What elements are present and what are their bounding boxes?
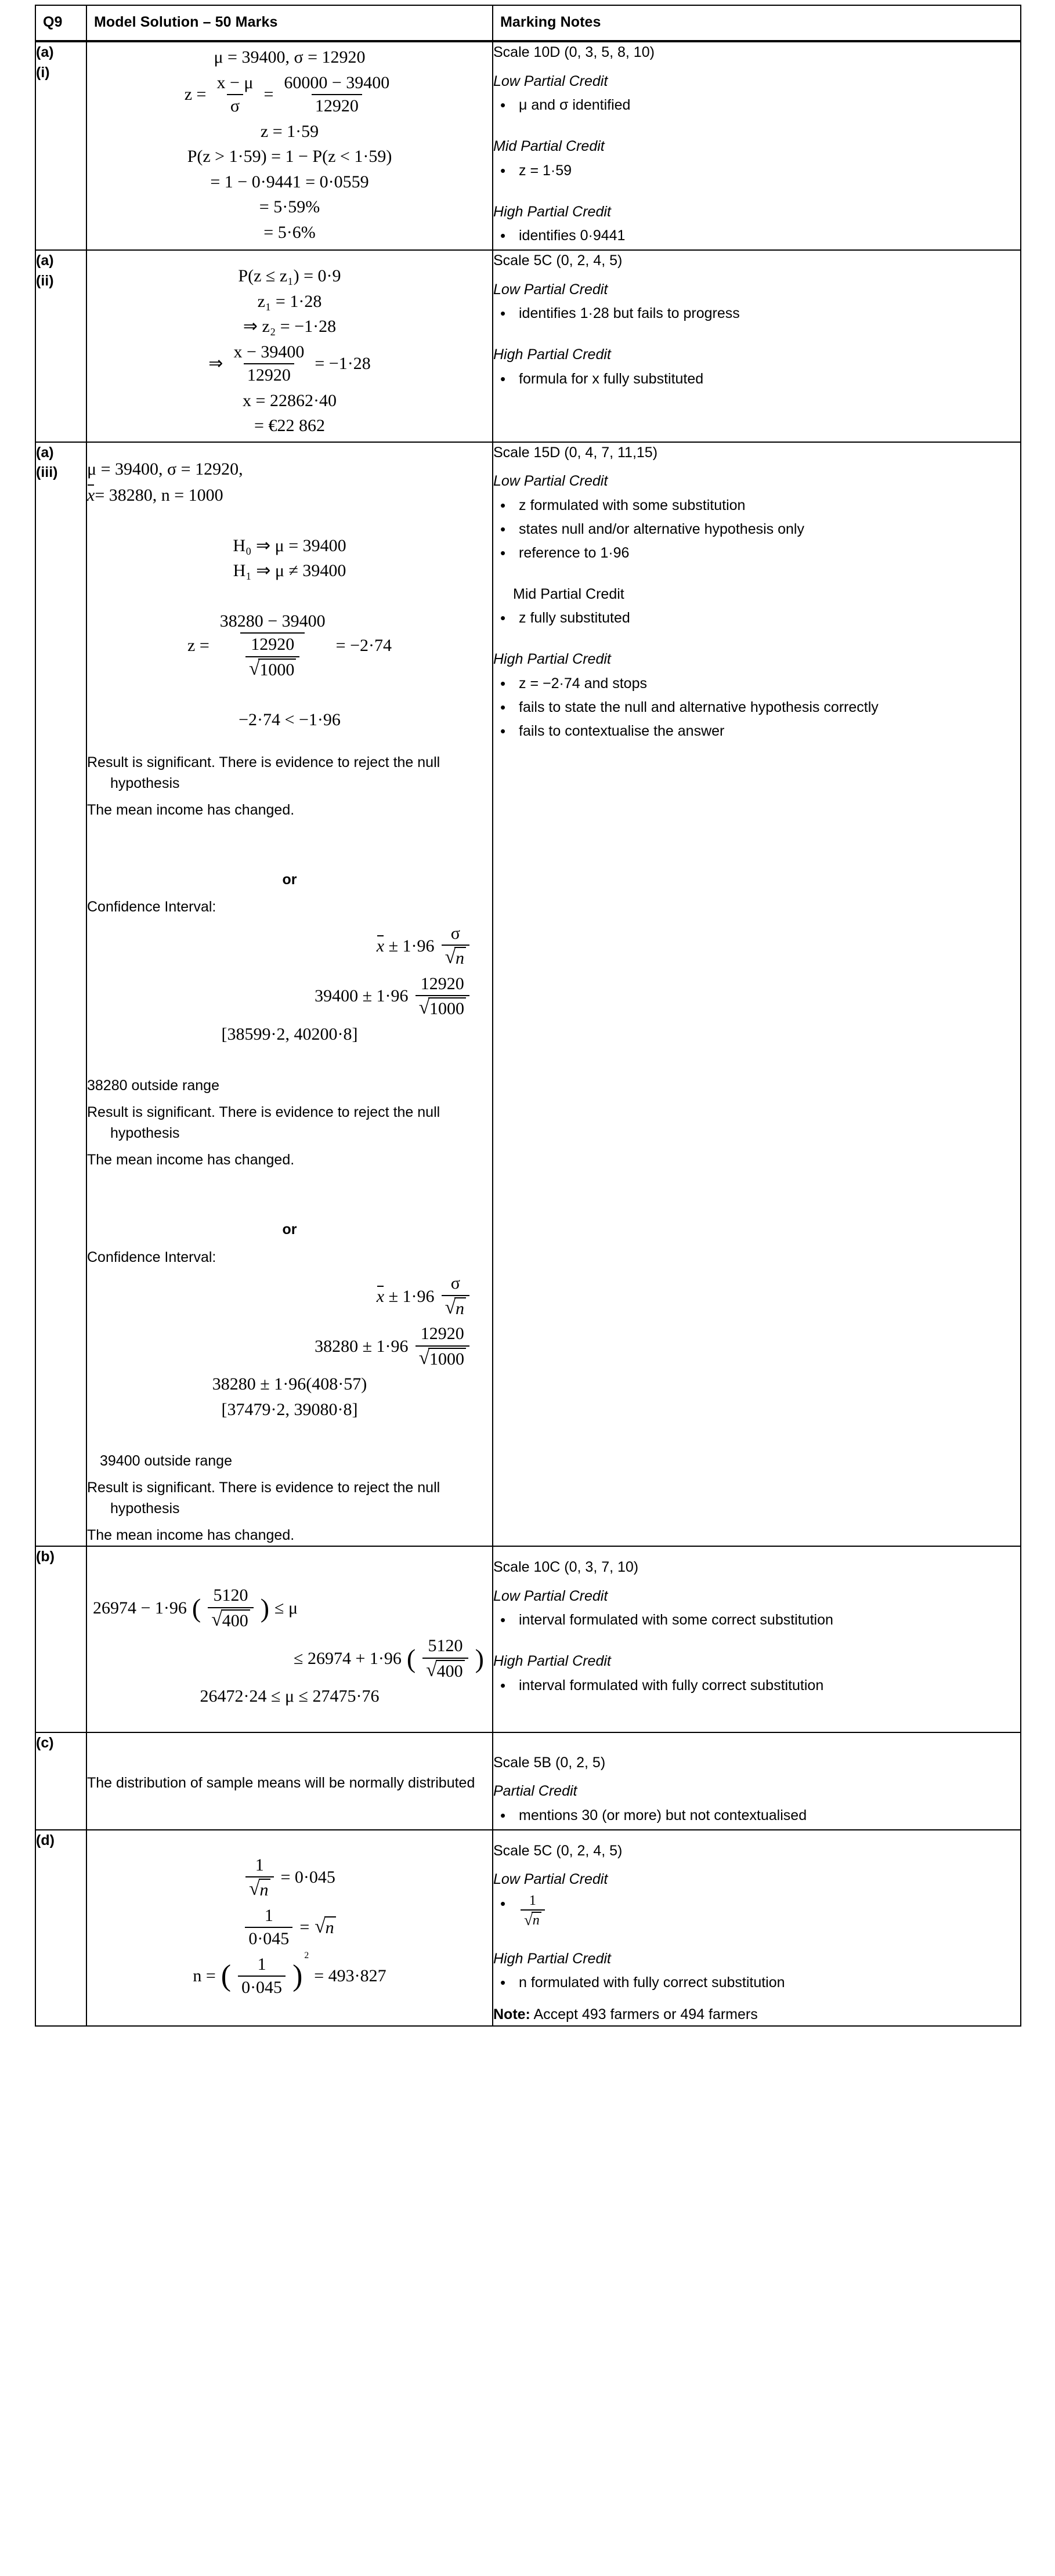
sqrt-group: [315, 1916, 335, 1938]
spacer: [87, 1793, 492, 1827]
paren-close: ): [260, 1593, 270, 1623]
scale-line: Scale 10C (0, 3, 7, 10): [493, 1559, 639, 1575]
alternative-method-separator: or: [282, 871, 297, 888]
ci-final-range: 26472·24 ≤ μ ≤ 27475·76: [200, 1687, 380, 1706]
sqrt-group: [249, 659, 296, 681]
notes-d: [493, 1830, 1021, 2026]
credit-item: • n formulated with fully correct substitution: [493, 1973, 1020, 1993]
spacer: [493, 1547, 1020, 1557]
sqrt-n-wrapper: [416, 995, 469, 1019]
ci-evaluated-2: 38280 ± 1·96(408·57): [212, 1374, 367, 1394]
z-equals-label: z =: [187, 635, 209, 655]
spacer: [87, 2003, 492, 2023]
notes-a-ii: [493, 250, 1021, 442]
null-hypothesis: H₀ ⇒ μ = 39400: [233, 536, 346, 555]
one-over-0045: [245, 1906, 292, 1949]
given-parameters-line2: [87, 484, 223, 506]
sqrt-group: [419, 997, 466, 1019]
sqrt-n-wrapper: [245, 656, 299, 681]
section-row-d: [35, 1830, 1021, 2026]
z1-value-line: z₁ = 1·28: [257, 291, 322, 311]
x-fraction: [230, 342, 308, 386]
spacer: [87, 736, 492, 746]
confidence-interval-label: Confidence Interval:: [87, 899, 216, 915]
credit-item-fraction: [493, 1894, 1020, 1928]
ci-substituted-fraction-1: [416, 974, 469, 1019]
paren-open: (: [221, 1959, 232, 1993]
spacer: [87, 1733, 492, 1767]
alternative-method-separator-2: or: [282, 1221, 297, 1238]
sqrt-radicand: n: [454, 1297, 466, 1319]
radical-icon: √: [418, 997, 429, 1018]
credit-list-high: [493, 369, 1020, 389]
sqrt-wrapper: [422, 1658, 468, 1682]
ci-substituted-lead-2: 38280 ± 1·96: [315, 1336, 409, 1356]
credit-heading-partial: Partial Credit: [493, 1783, 577, 1799]
sigma-over-sqrt-400-b: [422, 1636, 468, 1681]
ci-range-2: [37479·2, 39080·8]: [221, 1399, 358, 1419]
sqrt-group: [426, 1660, 464, 1682]
credit-item: • mentions 30 (or more) but not contextualised: [493, 1806, 1020, 1826]
credit-heading-high: High Partial Credit: [493, 1653, 611, 1669]
x-fraction-rhs: = −1·28: [315, 353, 371, 373]
one-over-sqrt-n: [245, 1855, 273, 1901]
section-row-b: [35, 1546, 1021, 1732]
note-text: Accept 493 farmers or 494 farmers: [530, 2006, 758, 2023]
radical-icon: √: [445, 1296, 456, 1318]
paren-open: (: [192, 1593, 201, 1623]
sqrt-group: [249, 1879, 270, 1901]
credit-item: • z = −2·74 and stops: [493, 674, 1020, 694]
spacer: [493, 1634, 1020, 1651]
z2-value-line: ⇒ z₂ = −1·28: [243, 317, 337, 336]
given-parameters: μ = 39400, σ = 12920: [214, 48, 366, 67]
equals-sign: =: [263, 84, 274, 104]
credit-item: • formula for x fully substituted: [493, 369, 1020, 389]
section-label-main: (a): [36, 252, 54, 269]
accept-note: [493, 2005, 1020, 2025]
section-row-c: [35, 1732, 1021, 1830]
conclusion-significance-2: Result is significant. There is evidence to reject the null hypothesis: [87, 1104, 440, 1141]
ci-formula-lead: ± 1·96: [388, 1286, 435, 1306]
one-over-0045-squared: [238, 1955, 286, 1998]
paren-close: ): [475, 1644, 484, 1674]
sqrt-radicand: n: [454, 947, 466, 969]
implies-arrow: ⇒: [208, 353, 223, 373]
section-label-main: (d): [36, 1832, 55, 1848]
scale-line: Scale 5C (0, 2, 4, 5): [493, 1842, 623, 1859]
credit-item: • identifies 0·9441: [493, 226, 1020, 246]
confidence-interval-label-2: Confidence Interval:: [87, 1249, 216, 1265]
one-over-sqrt-n-small: [521, 1894, 545, 1928]
sqrt-wrapper: [245, 1876, 273, 1901]
ci-lower-lead: 26974 − 1·96: [93, 1598, 187, 1618]
credit-list-low: [493, 1610, 1020, 1630]
z-numerator-numeric: 60000 − 39400: [284, 73, 390, 92]
credit-item: • states null and/or alternative hypothesis only: [493, 519, 1020, 540]
section-label-a-ii: [35, 250, 86, 442]
z-value-line: z = 1·59: [260, 121, 319, 141]
equals-0045: = 0·045: [280, 1868, 335, 1887]
n-result: = 493·827: [314, 1966, 386, 1985]
sqrt-group: [211, 1609, 250, 1631]
section-label-sub: (iii): [36, 464, 58, 480]
standard-error-fraction: [245, 635, 299, 680]
spacer: [493, 184, 1020, 202]
z-fraction-definition: [213, 73, 256, 117]
radical-icon: √: [315, 1916, 326, 1938]
section-label-a-iii: [35, 442, 86, 1547]
spacer: [493, 1931, 1020, 1949]
radical-icon: √: [445, 946, 456, 968]
header-solution-label: Model Solution – 50 Marks: [94, 14, 278, 30]
numerator-one: 1: [255, 1855, 264, 1875]
credit-list-partial: [493, 1806, 1020, 1826]
marking-scheme-table: [35, 5, 1021, 2027]
sqrt-group: [524, 1912, 541, 1928]
radical-icon: √: [211, 1608, 222, 1630]
spacer: [493, 119, 1020, 136]
section-row-a-ii: [35, 250, 1021, 442]
radical-icon: √: [524, 1911, 533, 1929]
credit-list-high: [493, 1973, 1020, 1993]
credit-item: • z formulated with some substitution: [493, 495, 1020, 516]
conclusion-context-2: The mean income has changed.: [87, 1152, 295, 1168]
section-row-a-i: [35, 41, 1021, 250]
z-test-result: = −2·74: [335, 635, 392, 655]
conclusion-significance: Result is significant. There is evidence to reject the null hypothesis: [87, 754, 440, 791]
sqrt-radicand: 400: [436, 1660, 465, 1682]
z-test-numerator: 38280 − 39400: [219, 611, 326, 631]
spacer: [87, 1425, 492, 1445]
x-bar-symbol: x: [376, 1286, 385, 1306]
section-label-main: (b): [36, 1549, 55, 1565]
notes-b: [493, 1546, 1021, 1732]
ci-range-1: [38599·2, 40200·8]: [221, 1024, 358, 1044]
probability-calculation: = 1 − 0·9441 = 0·0559: [210, 172, 369, 191]
sqrt-n-rhs: [315, 1916, 335, 1938]
notes-a-i: [493, 41, 1021, 250]
x-bar-symbol: x: [87, 486, 95, 505]
header-question-cell: [35, 5, 86, 41]
sqrt-radicand: n: [532, 1912, 541, 1928]
spacer: [493, 567, 1020, 584]
section-label-d: [35, 1830, 86, 2026]
scale-line: Scale 5C (0, 2, 4, 5): [493, 252, 623, 269]
solution-d: 1 √ n = 0·045 $\frac{1}{0\cdot 045}$ = √ n n = ( $\frac{1}{0\cdot 045}$ ) 2 = 493·827: [86, 1830, 493, 2026]
header-notes-label: Marking Notes: [500, 14, 601, 30]
ci-numerator: 5120: [213, 1586, 248, 1605]
credit-heading-high: High Partial Credit: [493, 203, 611, 220]
credit-list-low: [493, 1894, 1020, 1928]
notes-a-iii: [493, 442, 1021, 1547]
ci-numerator: 12920: [420, 1324, 464, 1343]
paren-open: (: [406, 1644, 416, 1674]
sqrt-radicand: n: [324, 1916, 336, 1938]
conclusion-significance-3: Result is significant. There is evidence to reject the null hypothesis: [87, 1479, 440, 1517]
scale-line: Scale 5B (0, 2, 5): [493, 1754, 606, 1771]
spacer: [87, 1050, 492, 1069]
ci-numerator: 5120: [428, 1636, 463, 1655]
spacer: [87, 1547, 492, 1580]
z-test-denominator: [240, 632, 305, 680]
numerator-one: 1: [264, 1905, 273, 1925]
credit-item: • z fully substituted: [493, 608, 1020, 628]
z-denominator-numeric: 12920: [312, 94, 362, 117]
x-fraction-denominator: 12920: [244, 363, 294, 386]
ci-formula-lead: ± 1·96: [388, 936, 435, 956]
x-fraction-numerator: x − 39400: [233, 342, 305, 361]
credit-list-low: [493, 95, 1020, 115]
credit-heading-mid: Mid Partial Credit: [493, 138, 605, 154]
sigma-value: 12920: [251, 635, 295, 654]
spacer: [87, 820, 492, 854]
spacer: [493, 1733, 1020, 1753]
conclusion-context-3: The mean income has changed.: [87, 1527, 295, 1543]
ci-lower-tail: ≤ μ: [274, 1598, 298, 1618]
credit-heading-high: High Partial Credit: [493, 651, 611, 667]
sigma-over-sqrt-400-a: [208, 1586, 253, 1631]
given-parameters-line2-rest: = 38280, n = 1000: [95, 486, 223, 505]
z-numerator-symbolic: x − μ: [216, 73, 254, 92]
credit-heading-mid: Mid Partial Credit: [513, 585, 624, 602]
section-label-main: (c): [36, 1734, 54, 1751]
credit-heading-low: Low Partial Credit: [493, 473, 608, 489]
numerator-one: 1: [257, 1954, 266, 1974]
spacer: [87, 587, 492, 606]
credit-list-high: [493, 1676, 1020, 1696]
credit-heading-low: Low Partial Credit: [493, 281, 608, 298]
radical-icon: √: [426, 1659, 437, 1681]
credit-list-high: [493, 674, 1020, 741]
sqrt-wrapper: [521, 1909, 545, 1928]
comparison-line: −2·74 < −1·96: [239, 710, 341, 729]
sqrt-n-wrapper: [416, 1345, 469, 1370]
spacer: [87, 511, 492, 531]
section-label-sub: (i): [36, 64, 50, 81]
z-fraction-numeric: [280, 73, 393, 117]
sigma-over-sqrt-n: [442, 924, 469, 969]
radical-icon: √: [249, 1878, 260, 1900]
sqrt-radicand: 1000: [258, 659, 296, 681]
denominator-0045: 0·045: [238, 1976, 286, 1998]
x-value-line: x = 22862·40: [243, 390, 337, 410]
sqrt-group: [445, 1297, 466, 1319]
spacer: [87, 1830, 492, 1850]
conclusion-context: The mean income has changed.: [87, 801, 295, 818]
section-row-a-iii: [35, 442, 1021, 1547]
paren-close: ): [292, 1959, 303, 1993]
notes-c: [493, 1732, 1021, 1830]
sqrt-radicand: 1000: [428, 1348, 466, 1370]
credit-heading-low: Low Partial Credit: [493, 1587, 608, 1604]
probability-line: P(z > 1·59) = 1 − P(z < 1·59): [187, 147, 392, 166]
ci-formula-1: [377, 935, 435, 957]
sqrt-wrapper: [208, 1607, 253, 1631]
sigma-over-sqrt-n-2: [442, 1273, 469, 1319]
credit-heading-low: Low Partial Credit: [493, 73, 608, 89]
solution-c: [86, 1732, 493, 1830]
section-label-a-i: [35, 41, 86, 250]
credit-item: • fails to state the null and alternative hypothesis correctly: [493, 697, 1020, 718]
sqrt-radicand: 400: [221, 1609, 250, 1631]
credit-heading-high: High Partial Credit: [493, 1950, 611, 1967]
spacer: [493, 1830, 1020, 1841]
sampling-distribution-statement: The distribution of sample means will be normally distributed: [87, 1774, 475, 1791]
header-notes-cell: [493, 5, 1021, 41]
header-question-label: Q9: [43, 14, 63, 30]
radical-icon: √: [248, 657, 260, 679]
section-label-main: (a): [36, 44, 54, 60]
solution-b: [86, 1546, 493, 1732]
probability-z1-line: P(z ≤ z₁) = 0·9: [238, 266, 341, 285]
radical-icon: √: [418, 1347, 429, 1369]
given-parameters-line1: μ = 39400, σ = 12920,: [87, 459, 243, 479]
percentage-exact: = 5·59%: [259, 197, 320, 216]
table-header-row: [35, 5, 1021, 41]
spacer: [493, 327, 1020, 345]
sqrt-group: [445, 947, 466, 969]
sqrt-n-wrapper: [442, 1295, 469, 1319]
section-label-sub: (ii): [36, 272, 54, 289]
spacer: [493, 632, 1020, 649]
note-label: Note:: [493, 2006, 530, 2023]
ci-substituted-lead-1: 39400 ± 1·96: [315, 986, 409, 1006]
credit-list-mid: [493, 161, 1020, 181]
credit-list-mid: [493, 608, 1020, 628]
sqrt-n-wrapper: [442, 945, 469, 969]
ci-upper-lead: ≤ 26974 + 1·96: [294, 1648, 402, 1668]
credit-item: • fails to contextualise the answer: [493, 721, 1020, 741]
credit-list-high: [493, 226, 1020, 246]
ci-numerator: 12920: [420, 974, 464, 993]
sigma-symbol: σ: [450, 923, 460, 943]
x-bar-symbol: x: [376, 936, 385, 956]
denominator-0045: 0·045: [245, 1927, 292, 1949]
z-equals-label: z =: [184, 84, 207, 104]
solution-a-ii: [86, 250, 493, 442]
spacer: [87, 1170, 492, 1204]
section-label-c: [35, 1732, 86, 1830]
header-solution-cell: [86, 5, 493, 41]
outside-range-2: 39400 outside range: [100, 1453, 232, 1469]
section-label-main: (a): [36, 444, 54, 461]
sqrt-radicand: 1000: [428, 997, 466, 1019]
credit-heading-high: High Partial Credit: [493, 346, 611, 363]
ci-formula-2: [377, 1286, 435, 1307]
ci-substituted-fraction-2: [416, 1324, 469, 1369]
credit-list-low: [493, 495, 1020, 563]
numerator-one: • 1: [529, 1893, 536, 1908]
outside-range-1: 38280 outside range: [87, 1077, 219, 1094]
credit-item: • identifies 1·28 but fails to progress: [493, 303, 1020, 324]
z-denominator-symbolic: σ: [227, 94, 243, 117]
credit-item: • reference to 1·96: [493, 543, 1020, 563]
sqrt-group: [419, 1348, 466, 1370]
equals-sign: =: [299, 1917, 310, 1937]
scale-line: Scale 10D (0, 3, 5, 8, 10): [493, 44, 655, 60]
credit-heading-low: Low Partial Credit: [493, 1871, 608, 1887]
credit-item: • interval formulated with some correct substitution: [493, 1610, 1020, 1630]
section-label-b: [35, 1546, 86, 1732]
x-euro-line: = €22 862: [254, 416, 325, 435]
spacer: [87, 685, 492, 705]
credit-item: • interval formulated with fully correct substitution: [493, 1676, 1020, 1696]
scale-line: Scale 15D (0, 4, 7, 11,15): [493, 444, 658, 461]
solution-a-i: [86, 41, 493, 250]
credit-item: • z = 1·59: [493, 161, 1020, 181]
z-test-fraction: [216, 612, 329, 681]
spacer: [87, 1712, 492, 1732]
alternative-hypothesis: H₁ ⇒ μ ≠ 39400: [233, 561, 346, 580]
credit-item: • μ and σ identified: [493, 95, 1020, 115]
spacer: [87, 251, 492, 261]
percentage-rounded: = 5·6%: [263, 222, 316, 242]
sqrt-radicand: n: [259, 1879, 270, 1901]
credit-list-low: [493, 303, 1020, 324]
n-equals-label: n =: [193, 1966, 216, 1985]
sigma-symbol: σ: [450, 1273, 460, 1293]
solution-a-iii: [86, 442, 493, 1547]
